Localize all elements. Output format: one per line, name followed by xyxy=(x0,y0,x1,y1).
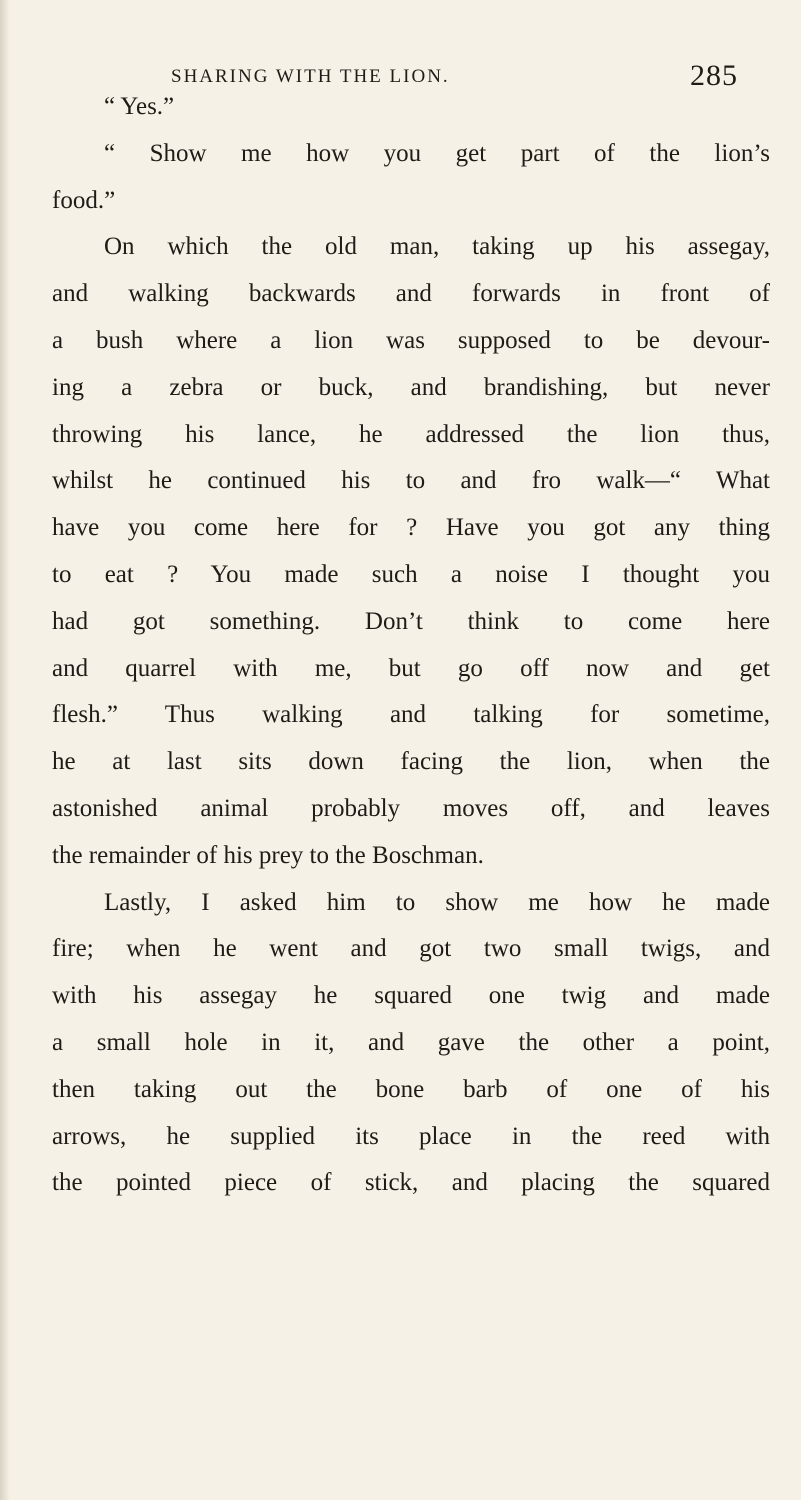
text-line: with his assegay he squared one twig and made xyxy=(52,982,770,1010)
running-title: SHARING WITH THE LION. xyxy=(171,66,450,87)
text-line: he at last sits down facing the lion, when the xyxy=(52,748,770,776)
text-line: On which the old man, taking up his assegay, xyxy=(104,233,770,261)
text-line: flesh.” Thus walking and talking for sometime, xyxy=(52,701,770,729)
text-line: “ Yes.” xyxy=(104,93,175,120)
text-line: the pointed piece of stick, and placing the squared xyxy=(52,1169,770,1197)
text-line: to eat ? You made such a noise I thought you xyxy=(52,560,770,588)
text-line: food.” xyxy=(52,186,116,214)
text-line: the remainder of his prey to the Boschman. xyxy=(52,841,484,869)
text-line: and walking backwards and forwards in front of xyxy=(52,280,770,308)
text-line: a bush where a lion was supposed to be devour- xyxy=(52,326,770,354)
text-line: arrows, he supplied its place in the reed with xyxy=(52,1122,770,1150)
body-text xyxy=(52,84,770,1207)
text-line: had got something. Don’t think to come here xyxy=(52,607,770,635)
text-line: have you come here for ? Have you got any thing xyxy=(52,514,770,542)
text-line: “ Show me how you get part of the lion’s xyxy=(104,139,770,167)
text-line: whilst he continued his to and fro walk—“ What xyxy=(52,467,770,495)
page-number: 285 xyxy=(690,59,738,92)
text-line: then taking out the bone barb of one of his xyxy=(52,1075,770,1103)
text-line: and quarrel with me, but go off now and get xyxy=(52,654,770,682)
text-line: fire; when he went and got two small twigs, and xyxy=(52,935,770,963)
text-line: Lastly, I asked him to show me how he made xyxy=(104,888,770,916)
text-line: ing a zebra or buck, and brandishing, but never xyxy=(52,373,770,401)
text-line: a small hole in it, and gave the other a point, xyxy=(52,1028,770,1056)
text-line: throwing his lance, he addressed the lion thus, xyxy=(52,420,770,448)
page-edge-shadow xyxy=(0,0,10,1500)
text-line: astonished animal probably moves off, and leaves xyxy=(52,794,770,822)
